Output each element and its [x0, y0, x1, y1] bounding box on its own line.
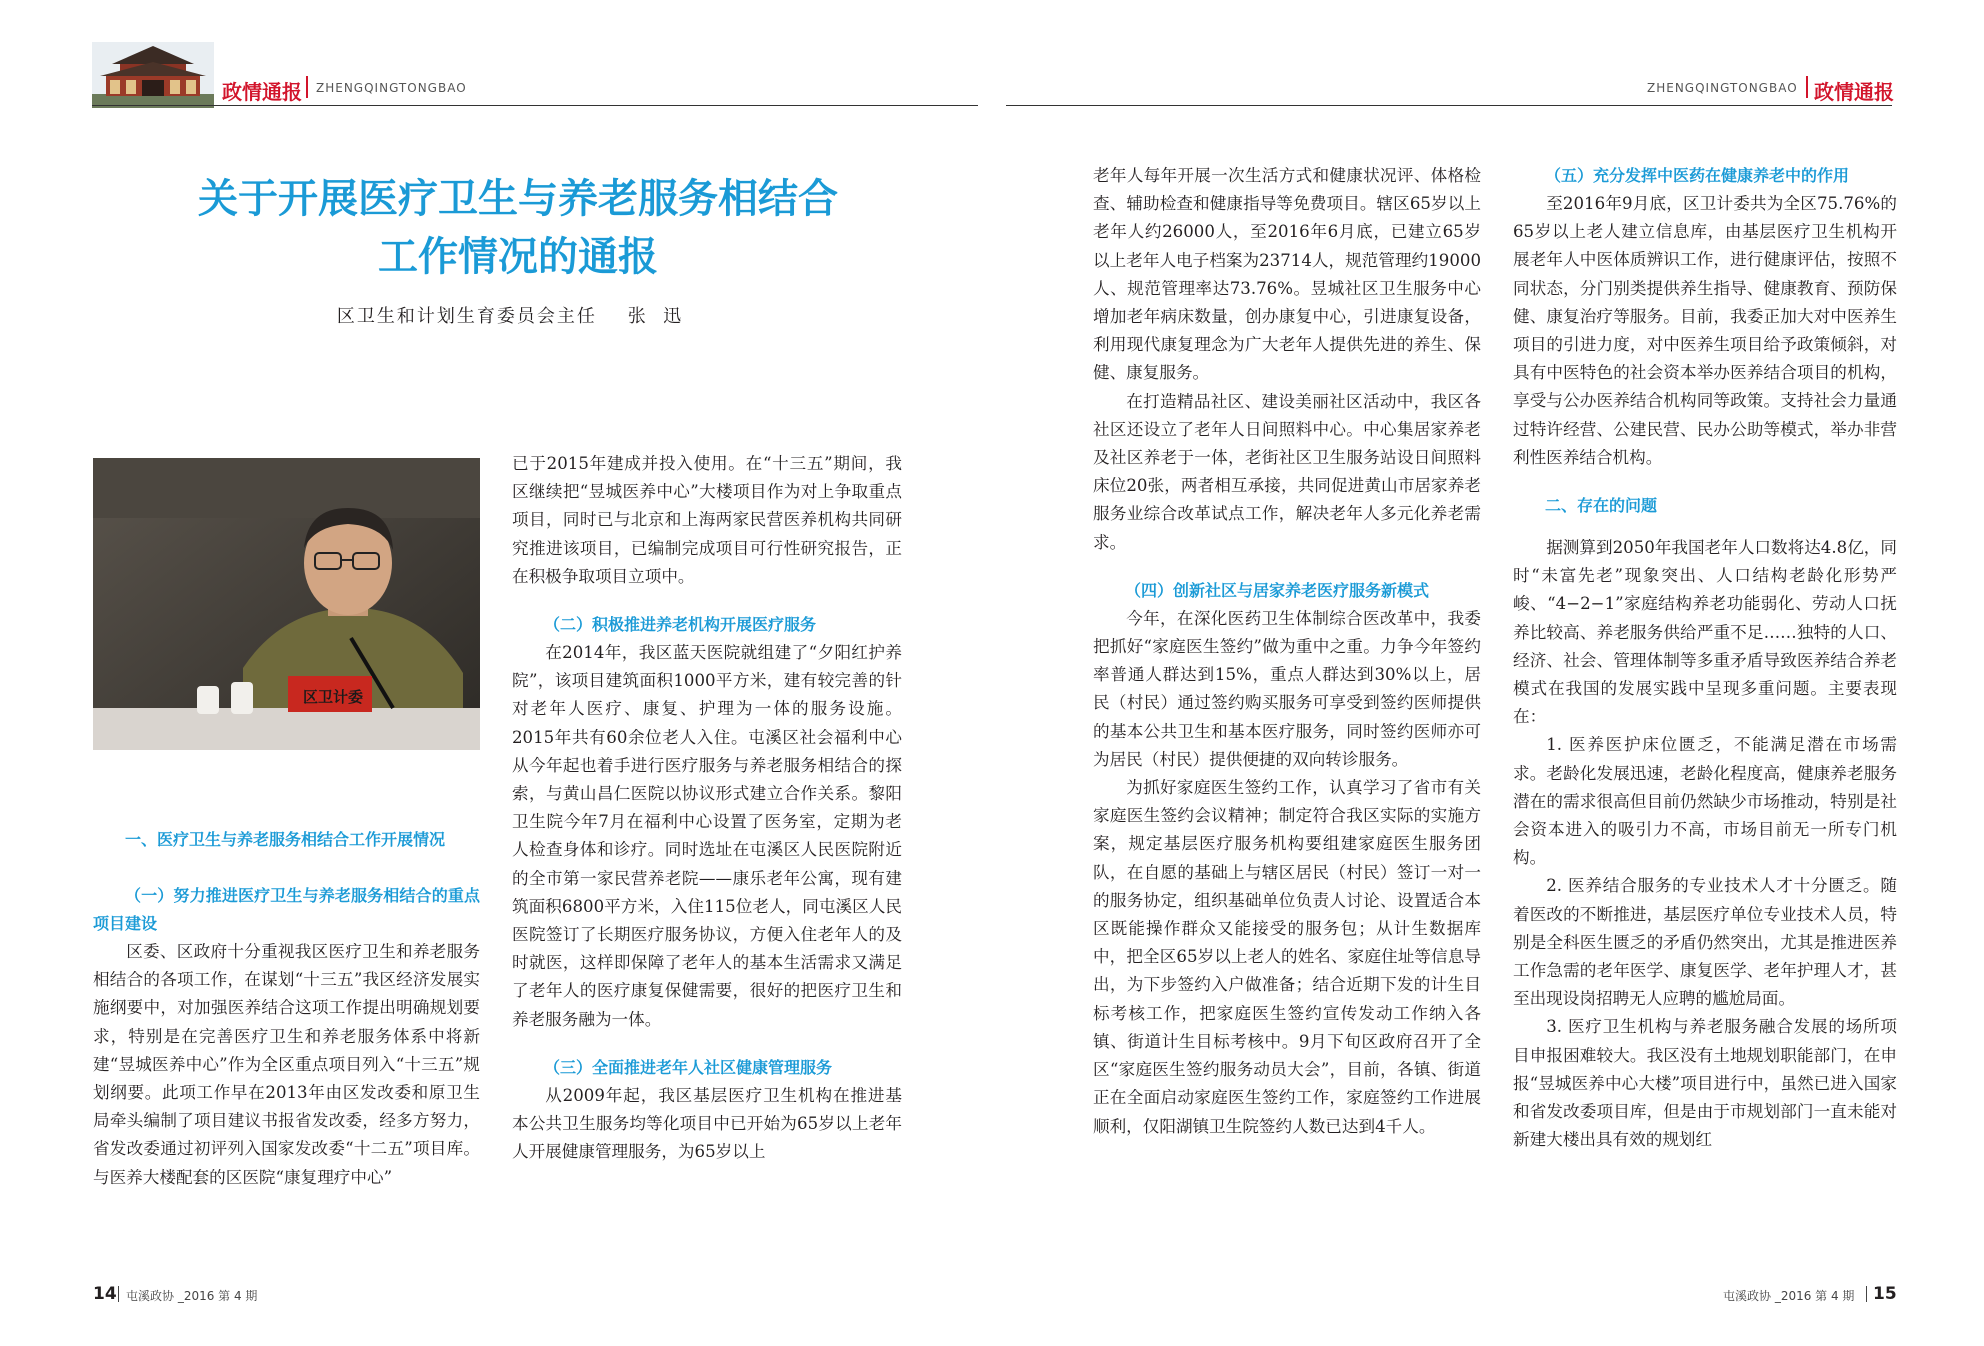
- section-heading-2: 二、存在的问题: [1545, 496, 1658, 516]
- header-right-divider: [1806, 76, 1808, 98]
- footer-left-divider: [118, 1286, 119, 1302]
- header-right-subtitle: ZHENGQINGTONGBAO: [1647, 81, 1798, 95]
- header-left-title: 政情通报: [222, 80, 302, 104]
- article-title-line-2: 工作情况的通报: [378, 234, 658, 280]
- subsection-heading-2: （二）积极推进养老机构开展医疗服务: [544, 615, 817, 635]
- paragraph: 区委、区政府十分重视我区医疗卫生和养老服务相结合的各项工作，在谋划“十三五”我区经济发展实施纲要中，对加强医养结合这项工作提出明确规划要求，特别是在完善医疗卫生和养老服务体系中将新建“昱城医养中心”作为全区重点项目列入“十三五”规划纲要。此项工作早在2013年由区发改委和原卫生局牵头编制了项目建议书报省发改委，经多方努力，省发改委通过初评列入国家发改委“十二五”项目库。与医养大楼配套的区医院“康复理疗中心”: [93, 942, 480, 1187]
- section-heading-1: 一、医疗卫生与养老服务相结合工作开展情况: [125, 830, 446, 849]
- paragraph: 今年，在深化医药卫生体制综合医改革中，我委把抓好“家庭医生签约”做为重中之重。力争今年签约率普通人群达到15%，重点人群达到30%以上，居民（村民）通过签约购买服务可享受到签约医师提供的基本公共卫生和基本医疗服务，同时签约医师亦可为居民（村民）提供便捷的双向转诊服务。: [1093, 608, 1481, 769]
- page-number-left: 14: [93, 1284, 117, 1304]
- paragraph: 3. 医疗卫生机构与养老服务融合发展的场所项目申报困难较大。我区没有土地规划职能部门，在申报“昱城医养中心大楼”项目进行中，虽然已进入国家和省发改委项目库，但是由于市规划部门一直未能对新建大楼出具有效的规划红: [1513, 1017, 1897, 1150]
- subsection-heading-1: （一）努力推进医疗卫生与养老服务相结合的重点项目建设: [93, 886, 480, 933]
- column-3: [1093, 162, 1481, 1141]
- header-left-divider: [306, 76, 308, 98]
- paragraph: 老年人每年开展一次生活方式和健康状况评、体格检查、辅助检查和健康指导等免费项目。辖区65岁以上老年人约26000人，至2016年6月底，已建立65岁以上老年人电子档案为23714人，规范管理约19000人、规范管理率达73.76%。昱城社区卫生服务中心增加老年病床数量，创办康复中心，引进康复设备，利用现代康复理念为广大老年人提供先进的养生、保健、康复服务。: [1093, 166, 1481, 383]
- paragraph: 已于2015年建成并投入使用。在“十三五”期间，我区继续把“昱城医养中心”大楼项目作为对上争取重点项目，同时已与北京和上海两家民营医养机构共同研究推进该项目，已编制完成项目可行性研究报告，正在积极争取项目立项中。: [512, 454, 902, 586]
- article-title: [110, 170, 926, 286]
- article-byline: 区卫生和计划生育委员会主任 张 迅: [336, 306, 684, 327]
- paragraph: 在打造精品社区、建设美丽社区活动中，我区各社区还设立了老年人日间照料中心。中心集居家养老及社区养老于一体，老街社区卫生服务站设日间照料床位20张，两者相互承接，共同促进黄山市居家养老服务业综合改革试点工作，解决老年人多元化养老需求。: [1093, 391, 1481, 552]
- article-title-line-1: 关于开展医疗卫生与养老服务相结合: [198, 176, 838, 222]
- column-2: [512, 450, 902, 1166]
- footer-right-text: 屯溪政协 _2016 第 4 期: [1723, 1289, 1855, 1303]
- column-1: [93, 826, 480, 1192]
- footer-left-text: 屯溪政协 _2016 第 4 期: [126, 1289, 258, 1303]
- paragraph: 至2016年9月底，区卫计委共为全区75.76%的65岁以上老人建立信息库，由基层医疗卫生机构开展老年人中医体质辨识工作，进行健康评估，按照不同状态，分门别类提供养生指导、健康教育、预防保健、康复治疗等服务。目前，我委正加大对中医养生项目的引进力度，对中医养生项目给予政策倾斜，对具有中医特色的社会资本举办医养结合项目的机构，享受与公办医养结合机构同等政策。支持社会力量通过特许经营、公建民营、民办公助等模式，举办非营利性医养结合机构。: [1513, 194, 1897, 467]
- paragraph: 2. 医养结合服务的专业技术人才十分匮乏。随着医改的不断推进，基层医疗单位专业技术人员，特别是全科医生匮乏的矛盾仍然突出，尤其是推进医养工作急需的老年医学、康复医学、老年护理人才，甚至出现设岗招聘无人应聘的尴尬局面。: [1513, 876, 1897, 1009]
- column-4: [1513, 162, 1897, 1155]
- header-left-rule: [92, 105, 978, 106]
- header-right-rule: [1006, 105, 1892, 106]
- subsection-heading-5: （五）充分发挥中医药在健康养老中的作用: [1545, 166, 1850, 185]
- paragraph: 1. 医养医护床位匮乏，不能满足潜在市场需求。老龄化发展迅速，老龄化程度高，健康养老服务潜在的需求很高但目前仍然缺少市场推动，特别是社会资本进入的吸引力不高，市场目前无一所专门机构。: [1513, 735, 1897, 868]
- page-number-right: 15: [1873, 1284, 1897, 1304]
- paragraph: 在2014年，我区蓝天医院就组建了“夕阳红护养院”，该项目建筑面积1000平方米，建有较完善的针对老年人医疗、康复、护理为一体的服务设施。2015年共有60余位老人入住。屯溪区社会福利中心从今年起也着手进行医疗服务与养老服务相结合的探索，与黄山昌仁医院以协议形式建立合作关系。黎阳卫生院今年7月在福利中心设置了医务室，定期为老人检查身体和诊疗。同时选址在屯溪区人民医院附近的全市第一家民营养老院——康乐老年公寓，现有建筑面积6800平方米，入住115位老人，同屯溪区人民医院签订了长期医疗服务协议，方便入住老年人的及时就医，这样即保障了老年人的基本生活需求又满足了老年人的医疗康复保健需要，很好的把医疗卫生和养老服务融为一体。: [512, 643, 902, 1029]
- header-building-logo: [92, 42, 214, 108]
- subsection-heading-4: （四）创新社区与居家养老医疗服务新模式: [1125, 580, 1430, 600]
- photo-name-sign: 区卫计委: [303, 688, 364, 706]
- paragraph: 从2009年起，我区基层医疗卫生机构在推进基本公共卫生服务均等化项目中已开始为65岁以上老年人开展健康管理服务，为65岁以上: [512, 1085, 902, 1162]
- paragraph: 为抓好家庭医生签约工作，认真学习了省市有关家庭医生签约会议精神；制定符合我区实际的实施方案，规定基层医疗服务机构要组建家庭医生服务团队，在自愿的基础上与辖区居民（村民）签订一对一的服务协定，组织基础单位负责人讨论、设置适合本区既能操作群众又能接受的服务包；从计生数据库中，把全区65岁以上老人的姓名、家庭住址等信息导出，为下步签约入户做准备；结合近期下发的计生目标考核工作，把家庭医生签约宣传发动工作纳入各镇、街道计生目标考核中。9月下旬区政府召开了全区“家庭医生签约服务动员大会”，目前，各镇、街道正在全面启动家庭医生签约工作，家庭签约工作进展顺利，仅阳湖镇卫生院签约人数已达到4千人。: [1093, 778, 1481, 1136]
- paragraph: 据测算到2050年我国老年人口数将达4.8亿，同时“未富先老”现象突出、人口结构老龄化形势严峻、“4−2−1”家庭结构养老功能弱化、劳动人口抚养比较高、养老服务供给严重不足……独特的人口、经济、社会、管理体制等多重矛盾导致医养结合养老模式在我国的发展实践中呈现多重问题。主要表现在：: [1513, 538, 1897, 727]
- header-left-subtitle: ZHENGQINGTONGBAO: [316, 81, 467, 95]
- header-right-title: 政情通报: [1814, 80, 1894, 104]
- subsection-heading-3: （三）全面推进老年人社区健康管理服务: [544, 1057, 833, 1077]
- speaker-photo: [93, 458, 480, 750]
- footer-right-divider: [1866, 1286, 1867, 1302]
